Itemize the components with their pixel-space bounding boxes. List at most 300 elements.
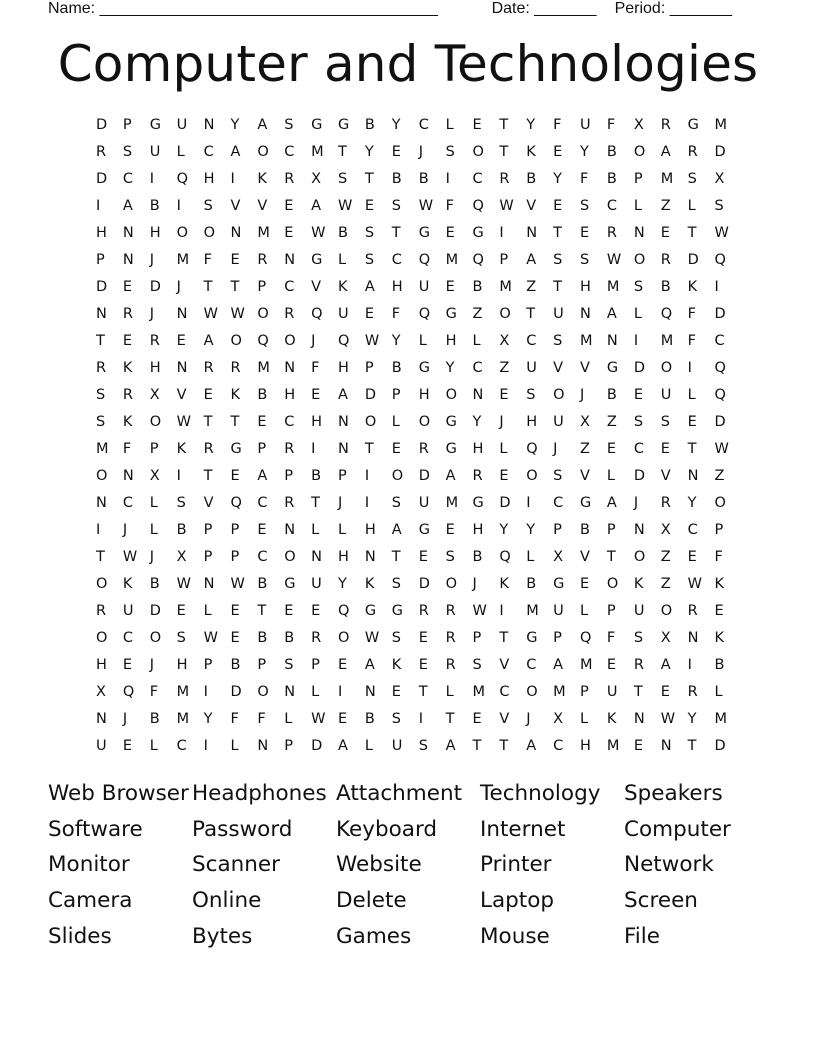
grid-letter: A	[364, 279, 375, 295]
grid-letter: E	[391, 441, 401, 457]
grid-letter: R	[96, 360, 107, 376]
grid-letter: I	[418, 711, 423, 727]
grid-letter: S	[633, 414, 644, 430]
grid-letter: Y	[580, 144, 589, 160]
grid-letter: T	[311, 495, 320, 511]
grid-letter: K	[606, 711, 617, 727]
grid-letter: I	[176, 468, 181, 484]
grid-letter: C	[606, 198, 618, 214]
grid-letter: C	[553, 495, 564, 511]
grid-letter: X	[176, 549, 187, 565]
grid-letter: S	[445, 144, 455, 160]
grid-letter: I	[633, 333, 639, 349]
grid-letter: G	[445, 414, 457, 430]
grid-letter: O	[418, 414, 431, 430]
grid-letter: Y	[687, 495, 697, 511]
grid-letter: J	[472, 576, 477, 592]
grid-letter: R	[203, 360, 214, 376]
grid-letter: U	[418, 495, 430, 511]
grid-letter: C	[122, 495, 134, 511]
grid-letter: N	[284, 252, 296, 268]
grid-letter: Y	[230, 117, 240, 133]
grid-letter: A	[606, 306, 617, 322]
grid-letter: P	[311, 657, 320, 673]
grid-letter: C	[633, 441, 644, 457]
grid-letter: G	[149, 117, 162, 133]
grid-letter: O	[445, 576, 457, 592]
grid-letter: L	[687, 387, 696, 403]
grid-letter: E	[633, 387, 643, 403]
grid-letter: W	[660, 711, 676, 727]
grid-letter: B	[311, 468, 322, 484]
grid-letter: T	[606, 549, 616, 565]
grid-letter: E	[364, 306, 375, 322]
grid-letter: M	[445, 252, 459, 268]
grid-letter: N	[176, 360, 188, 376]
grid-letter: G	[418, 225, 430, 241]
grid-letter: E	[499, 387, 509, 403]
grid-letter: O	[257, 144, 269, 160]
grid-letter: M	[660, 333, 674, 349]
grid-letter: P	[580, 684, 589, 700]
grid-letter: X	[660, 522, 671, 538]
grid-letter: U	[418, 279, 430, 295]
grid-letter: L	[633, 198, 642, 214]
grid-letter: I	[526, 495, 531, 511]
grid-letter: H	[391, 279, 403, 295]
grid-letter: H	[472, 441, 484, 457]
grid-letter: T	[553, 279, 562, 295]
grid-letter: L	[149, 522, 158, 538]
grid-letter: T	[230, 279, 240, 295]
grid-letter: S	[364, 225, 375, 241]
grid-letter: W	[687, 576, 702, 592]
grid-letter: E	[687, 414, 697, 430]
grid-letter: Q	[714, 360, 726, 376]
grid-letter: E	[445, 225, 455, 241]
grid-letter: K	[499, 576, 509, 592]
period-field[interactable]: Period: _______	[614, 0, 732, 17]
grid-letter: Z	[714, 468, 725, 484]
word-list-item: Printer	[480, 852, 552, 878]
grid-letter: F	[687, 333, 696, 349]
grid-letter: L	[580, 603, 589, 619]
grid-letter: C	[122, 171, 134, 187]
grid-letter: D	[149, 279, 161, 295]
grid-letter: P	[553, 522, 562, 538]
grid-letter: K	[176, 441, 187, 457]
grid-letter: G	[364, 603, 377, 619]
grid-letter: B	[526, 171, 537, 187]
grid-letter: C	[472, 171, 483, 187]
grid-letter: B	[149, 576, 160, 592]
grid-letter: L	[391, 414, 400, 430]
grid-letter: S	[445, 549, 455, 565]
grid-letter: P	[257, 441, 267, 457]
grid-letter: M	[660, 171, 674, 187]
grid-letter: C	[714, 333, 725, 349]
grid-letter: M	[553, 684, 566, 700]
grid-letter: N	[284, 522, 296, 538]
grid-letter: E	[122, 333, 133, 349]
grid-letter: C	[418, 117, 429, 133]
grid-letter: S	[391, 198, 402, 214]
grid-letter: K	[257, 171, 267, 187]
grid-letter: P	[230, 549, 240, 565]
grid-letter: J	[122, 711, 128, 727]
grid-letter: U	[311, 576, 322, 592]
grid-letter: O	[633, 252, 646, 268]
word-list-item: Games	[336, 923, 412, 949]
grid-letter: G	[580, 495, 592, 511]
grid-letter: O	[338, 630, 350, 646]
grid-letter: R	[284, 306, 295, 322]
grid-letter: I	[149, 171, 155, 187]
grid-letter: J	[149, 549, 155, 565]
grid-letter: I	[687, 360, 692, 376]
grid-letter: T	[203, 414, 213, 430]
grid-letter: P	[606, 603, 616, 619]
grid-letter: P	[391, 387, 401, 403]
grid-letter: W	[714, 441, 729, 457]
grid-letter: S	[553, 333, 563, 349]
grid-letter: N	[338, 414, 349, 430]
grid-letter: D	[96, 117, 108, 133]
grid-letter: Y	[553, 171, 562, 187]
grid-letter: S	[391, 711, 402, 727]
grid-letter: W	[176, 576, 192, 592]
grid-letter: W	[230, 306, 245, 322]
grid-letter: T	[687, 225, 697, 241]
grid-letter: S	[472, 657, 482, 673]
grid-letter: R	[418, 603, 429, 619]
grid-letter: L	[338, 252, 347, 268]
grid-letter: H	[96, 657, 107, 673]
word-list-item: File	[624, 923, 660, 949]
word-list-item: Network	[624, 852, 714, 878]
grid-letter: L	[445, 117, 454, 133]
grid-letter: F	[203, 252, 212, 268]
grid-letter: D	[714, 738, 726, 754]
grid-letter: U	[526, 360, 537, 376]
grid-letter: A	[526, 738, 537, 754]
grid-letter: Q	[311, 306, 323, 322]
grid-letter: L	[445, 684, 454, 700]
grid-letter: A	[338, 738, 348, 754]
grid-letter: Q	[472, 252, 484, 268]
grid-letter: N	[230, 225, 242, 241]
grid-letter: S	[284, 657, 294, 673]
grid-letter: K	[526, 144, 536, 160]
word-list-item: Online	[192, 888, 262, 914]
grid-letter: E	[418, 657, 428, 673]
grid-letter: T	[526, 306, 536, 322]
grid-letter: L	[364, 738, 373, 754]
grid-letter: M	[176, 252, 190, 268]
word-list-item: Attachment	[336, 781, 463, 806]
grid-letter: X	[149, 468, 160, 484]
grid-letter: K	[391, 657, 402, 673]
grid-letter: P	[364, 360, 374, 376]
grid-letter: E	[580, 576, 590, 592]
grid-letter: B	[714, 657, 725, 673]
grid-letter: T	[687, 441, 697, 457]
grid-letter: S	[203, 198, 213, 214]
grid-letter: N	[606, 333, 618, 349]
grid-letter: J	[149, 657, 155, 673]
name-field[interactable]: Name: ______________________________________	[48, 0, 438, 17]
grid-letter: S	[526, 387, 536, 403]
grid-letter: H	[311, 414, 323, 430]
grid-letter: S	[553, 252, 563, 268]
grid-letter: K	[122, 360, 133, 376]
grid-letter: W	[311, 225, 326, 241]
date-field[interactable]: Date: _______	[491, 0, 597, 17]
grid-letter: D	[364, 387, 377, 403]
grid-letter: B	[284, 630, 295, 646]
grid-letter: M	[606, 279, 620, 295]
grid-letter: L	[687, 198, 696, 214]
grid-letter: I	[176, 198, 181, 214]
grid-letter: W	[230, 576, 245, 592]
grid-letter: R	[203, 441, 214, 457]
grid-letter: E	[284, 603, 294, 619]
grid-letter: R	[230, 360, 241, 376]
grid-letter: A	[338, 387, 348, 403]
grid-letter: T	[391, 225, 401, 241]
grid-letter: B	[418, 171, 429, 187]
grid-letter: J	[418, 144, 423, 160]
grid-letter: H	[284, 387, 296, 403]
grid-letter: L	[311, 684, 320, 700]
grid-letter: O	[364, 414, 377, 430]
grid-letter: R	[660, 252, 671, 268]
grid-letter: O	[472, 144, 484, 160]
grid-letter: B	[257, 576, 268, 592]
grid-letter: Q	[338, 333, 350, 349]
grid-letter: W	[176, 414, 192, 430]
grid-letter: G	[472, 495, 484, 511]
grid-letter: I	[311, 441, 316, 457]
grid-letter: E	[364, 198, 375, 214]
grid-letter: C	[176, 738, 187, 754]
grid-letter: T	[499, 738, 509, 754]
grid-letter: C	[284, 279, 295, 295]
grid-letter: L	[149, 738, 158, 754]
grid-letter: T	[230, 414, 240, 430]
grid-letter: M	[499, 279, 512, 295]
grid-letter: S	[687, 171, 697, 187]
grid-letter: Y	[499, 522, 509, 538]
grid-letter: S	[714, 198, 724, 214]
grid-letter: X	[96, 684, 106, 700]
grid-letter: I	[230, 171, 235, 187]
grid-letter: G	[445, 306, 457, 322]
grid-letter: A	[257, 468, 268, 484]
grid-letter: R	[445, 603, 456, 619]
grid-letter: N	[122, 252, 134, 268]
grid-letter: E	[230, 630, 240, 646]
grid-letter: D	[149, 603, 161, 619]
grid-letter: V	[499, 711, 510, 727]
grid-letter: Q	[580, 630, 592, 646]
grid-letter: O	[230, 333, 242, 349]
grid-letter: L	[230, 738, 239, 754]
grid-letter: T	[203, 279, 213, 295]
grid-letter: E	[553, 144, 563, 160]
grid-letter: J	[526, 711, 531, 727]
grid-letter: R	[418, 441, 429, 457]
grid-letter: B	[606, 144, 617, 160]
grid-letter: H	[472, 522, 484, 538]
grid-letter: R	[660, 117, 671, 133]
grid-letter: E	[580, 225, 590, 241]
grid-letter: E	[418, 630, 428, 646]
grid-letter: O	[257, 684, 269, 700]
grid-letter: N	[687, 468, 699, 484]
grid-letter: A	[364, 657, 375, 673]
grid-letter: P	[149, 441, 159, 457]
grid-letter: D	[311, 738, 323, 754]
grid-letter: B	[391, 360, 402, 376]
grid-letter: U	[580, 117, 591, 133]
grid-letter: I	[203, 738, 208, 754]
grid-letter: J	[633, 495, 639, 511]
grid-letter: H	[580, 279, 591, 295]
grid-letter: R	[284, 495, 295, 511]
grid-letter: M	[714, 117, 727, 133]
grid-letter: M	[257, 360, 270, 376]
grid-letter: G	[230, 441, 242, 457]
grid-letter: F	[122, 441, 132, 457]
grid-letter: R	[445, 630, 456, 646]
grid-letter: A	[606, 495, 617, 511]
grid-letter: O	[526, 468, 538, 484]
grid-letter: V	[230, 198, 241, 214]
grid-letter: U	[633, 603, 645, 619]
grid-letter: O	[606, 576, 619, 592]
grid-letter: K	[714, 630, 724, 646]
grid-letter: Y	[526, 522, 536, 538]
grid-letter: Y	[687, 711, 697, 727]
grid-letter: T	[499, 630, 509, 646]
grid-letter: A	[445, 468, 456, 484]
grid-letter: N	[472, 387, 484, 403]
grid-letter: Y	[391, 117, 401, 133]
grid-letter: P	[553, 630, 562, 646]
grid-letter: Z	[660, 198, 671, 214]
grid-letter: T	[96, 549, 105, 565]
grid-letter: W	[364, 630, 380, 646]
grid-letter: N	[176, 306, 188, 322]
grid-letter: S	[176, 495, 186, 511]
grid-letter: N	[96, 306, 107, 322]
grid-letter: L	[499, 441, 508, 457]
grid-letter: E	[338, 711, 348, 727]
grid-letter: T	[687, 738, 697, 754]
grid-letter: V	[176, 387, 187, 403]
grid-letter: P	[499, 252, 509, 268]
grid-letter: Z	[499, 360, 510, 376]
grid-letter: C	[553, 738, 564, 754]
grid-letter: F	[553, 117, 562, 133]
word-list-item: Slides	[48, 923, 112, 949]
grid-letter: X	[660, 630, 671, 646]
grid-letter: E	[391, 144, 401, 160]
grid-letter: O	[96, 468, 108, 484]
grid-letter: T	[445, 711, 455, 727]
grid-letter: H	[338, 360, 349, 376]
word-list-item: Software	[48, 816, 143, 842]
grid-letter: B	[257, 630, 268, 646]
grid-letter: P	[606, 522, 616, 538]
grid-letter: D	[418, 576, 430, 592]
grid-letter: W	[338, 198, 353, 214]
grid-letter: M	[311, 144, 324, 160]
grid-letter: Q	[257, 333, 269, 349]
grid-letter: N	[122, 468, 134, 484]
grid-letter: S	[364, 252, 375, 268]
word-list-item: Password	[192, 816, 293, 842]
grid-letter: T	[96, 333, 105, 349]
grid-letter: S	[391, 630, 402, 646]
grid-letter: Z	[660, 576, 671, 592]
grid-letter: U	[553, 414, 564, 430]
grid-letter: M	[176, 711, 190, 727]
grid-letter: E	[660, 684, 670, 700]
grid-letter: E	[445, 279, 455, 295]
grid-letter: B	[580, 522, 590, 538]
grid-letter: I	[445, 171, 450, 187]
grid-letter: E	[445, 522, 455, 538]
grid-letter: O	[499, 306, 511, 322]
grid-letter: K	[122, 414, 133, 430]
grid-letter: U	[553, 603, 564, 619]
word-list	[48, 778, 768, 956]
grid-letter: H	[338, 549, 349, 565]
grid-letter: R	[660, 495, 671, 511]
grid-letter: P	[472, 630, 482, 646]
grid-letter: B	[391, 171, 402, 187]
grid-letter: O	[176, 225, 189, 241]
grid-letter: E	[122, 738, 133, 754]
grid-letter: C	[203, 144, 214, 160]
grid-letter: X	[553, 549, 564, 565]
grid-letter: E	[284, 198, 294, 214]
grid-letter: N	[203, 576, 215, 592]
grid-letter: Z	[606, 414, 617, 430]
word-list-item: Bytes	[192, 923, 253, 949]
word-list-item: Website	[336, 852, 422, 878]
grid-letter: K	[633, 576, 644, 592]
grid-letter: J	[580, 387, 585, 403]
grid-letter: E	[606, 657, 617, 673]
grid-letter: U	[149, 144, 161, 160]
grid-letter: W	[714, 225, 729, 241]
grid-letter: C	[526, 333, 537, 349]
grid-letter: U	[391, 738, 403, 754]
word-list-item: Speakers	[624, 781, 723, 806]
grid-letter: G	[445, 441, 457, 457]
grid-letter: S	[633, 630, 644, 646]
grid-letter: O	[445, 387, 457, 403]
grid-letter: Y	[364, 144, 374, 160]
grid-letter: L	[149, 495, 158, 511]
grid-letter: D	[633, 360, 645, 376]
grid-letter: O	[391, 468, 404, 484]
word-list-item: Delete	[336, 888, 407, 914]
grid-letter: R	[122, 387, 133, 403]
